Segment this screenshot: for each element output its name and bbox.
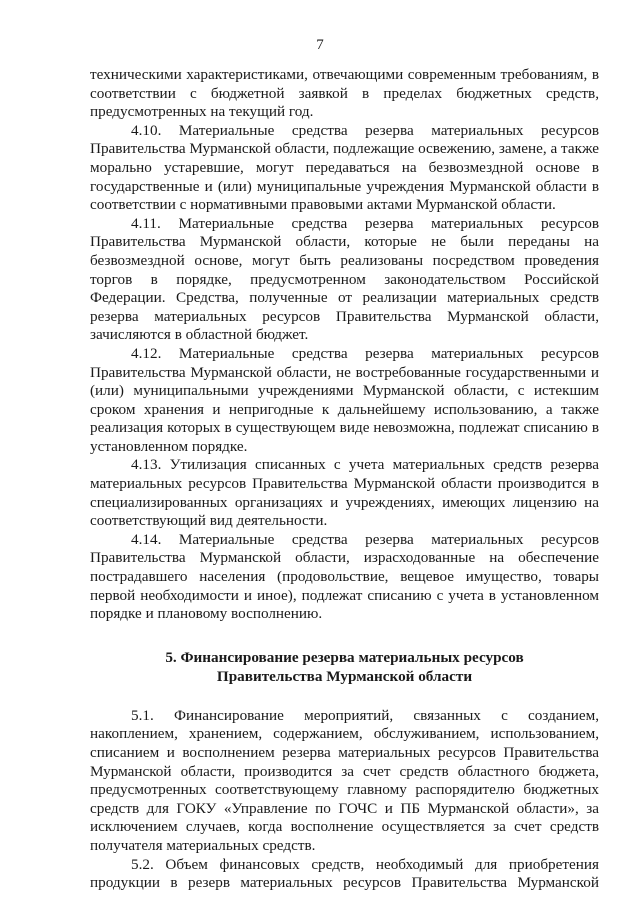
paragraph-continuation: техническими характеристиками, отвечающими современным требованиям, в соответствии с бюджетной заявкой в пределах бюджетных средств, предусмотренных на текущий год.	[90, 66, 599, 121]
section-heading-line-2: Правительства Мурманской области	[216, 667, 473, 685]
document-body	[90, 66, 599, 893]
paragraph-4-13: 4.13. Утилизация списанных с учета материальных средств резерва материальных ресурсов Правительства Мурманской области производится в специализированных организациях и учреждениях, имеющих лицензию на соответствующий вид деятельности.	[90, 456, 599, 530]
paragraph-4-10: 4.10. Материальные средства резерва материальных ресурсов Правительства Мурманской области, подлежащие освежению, замене, а также морально устаревшие, могут передаваться на безвозмездной основе в государственные и (или) муниципальные учреждения Мурманской области в соответствии с нормативными правовыми актами Мурманской области.	[90, 121, 599, 214]
section-heading	[90, 648, 599, 686]
page-number: 7	[316, 37, 324, 53]
paragraph-5-2: 5.2. Объем финансовых средств, необходимый для приобретения продукции в резерв материальных ресурсов Правительства Мурманской	[90, 855, 599, 892]
section-heading-line-1: 5. Финансирование резерва материальных ресурсов	[165, 648, 524, 666]
paragraph-4-11: 4.11. Материальные средства резерва материальных ресурсов Правительства Мурманской области, которые не были переданы на безвозмездной основе, могут быть реализованы посредством проведения торгов в порядке, предусмотренном законодательством Российской Федерации. Средства, полученные от реализации материальных средств резерва материальных ресурсов Правительства Мурманской области, зачисляются в областной бюджет.	[90, 214, 599, 344]
paragraph-4-14: 4.14. Материальные средства резерва материальных ресурсов Правительства Мурманской области, израсходованные на обеспечение пострадавшего населения (продовольствие, вещевое имущество, товары первой необходимости и иное), подлежат списанию с учета в установленном порядке и плановому восполнению.	[90, 530, 599, 623]
paragraph-4-12: 4.12. Материальные средства резерва материальных ресурсов Правительства Мурманской области, не востребованные государственными и (или) муниципальными учреждениями Мурманской области, с истекшим сроком хранения и непригодные к дальнейшему использованию, а также реализация которых в существующем виде невозможна, подлежат списанию в установленном порядке.	[90, 344, 599, 455]
paragraph-5-1: 5.1. Финансирование мероприятий, связанных с созданием, накоплением, хранением, содержанием, обслуживанием, использованием, списанием и восполнением резерва материальных ресурсов Правительства Мурманской области, производится за счет средств областного бюджета, предусмотренных соответствующему главному распорядителю бюджетных средств для ГОКУ «Управление по ГОЧС и ПБ Мурманской области», за исключением случаев, когда восполнение осуществляется за счет средств получателя материальных средств.	[90, 706, 599, 854]
